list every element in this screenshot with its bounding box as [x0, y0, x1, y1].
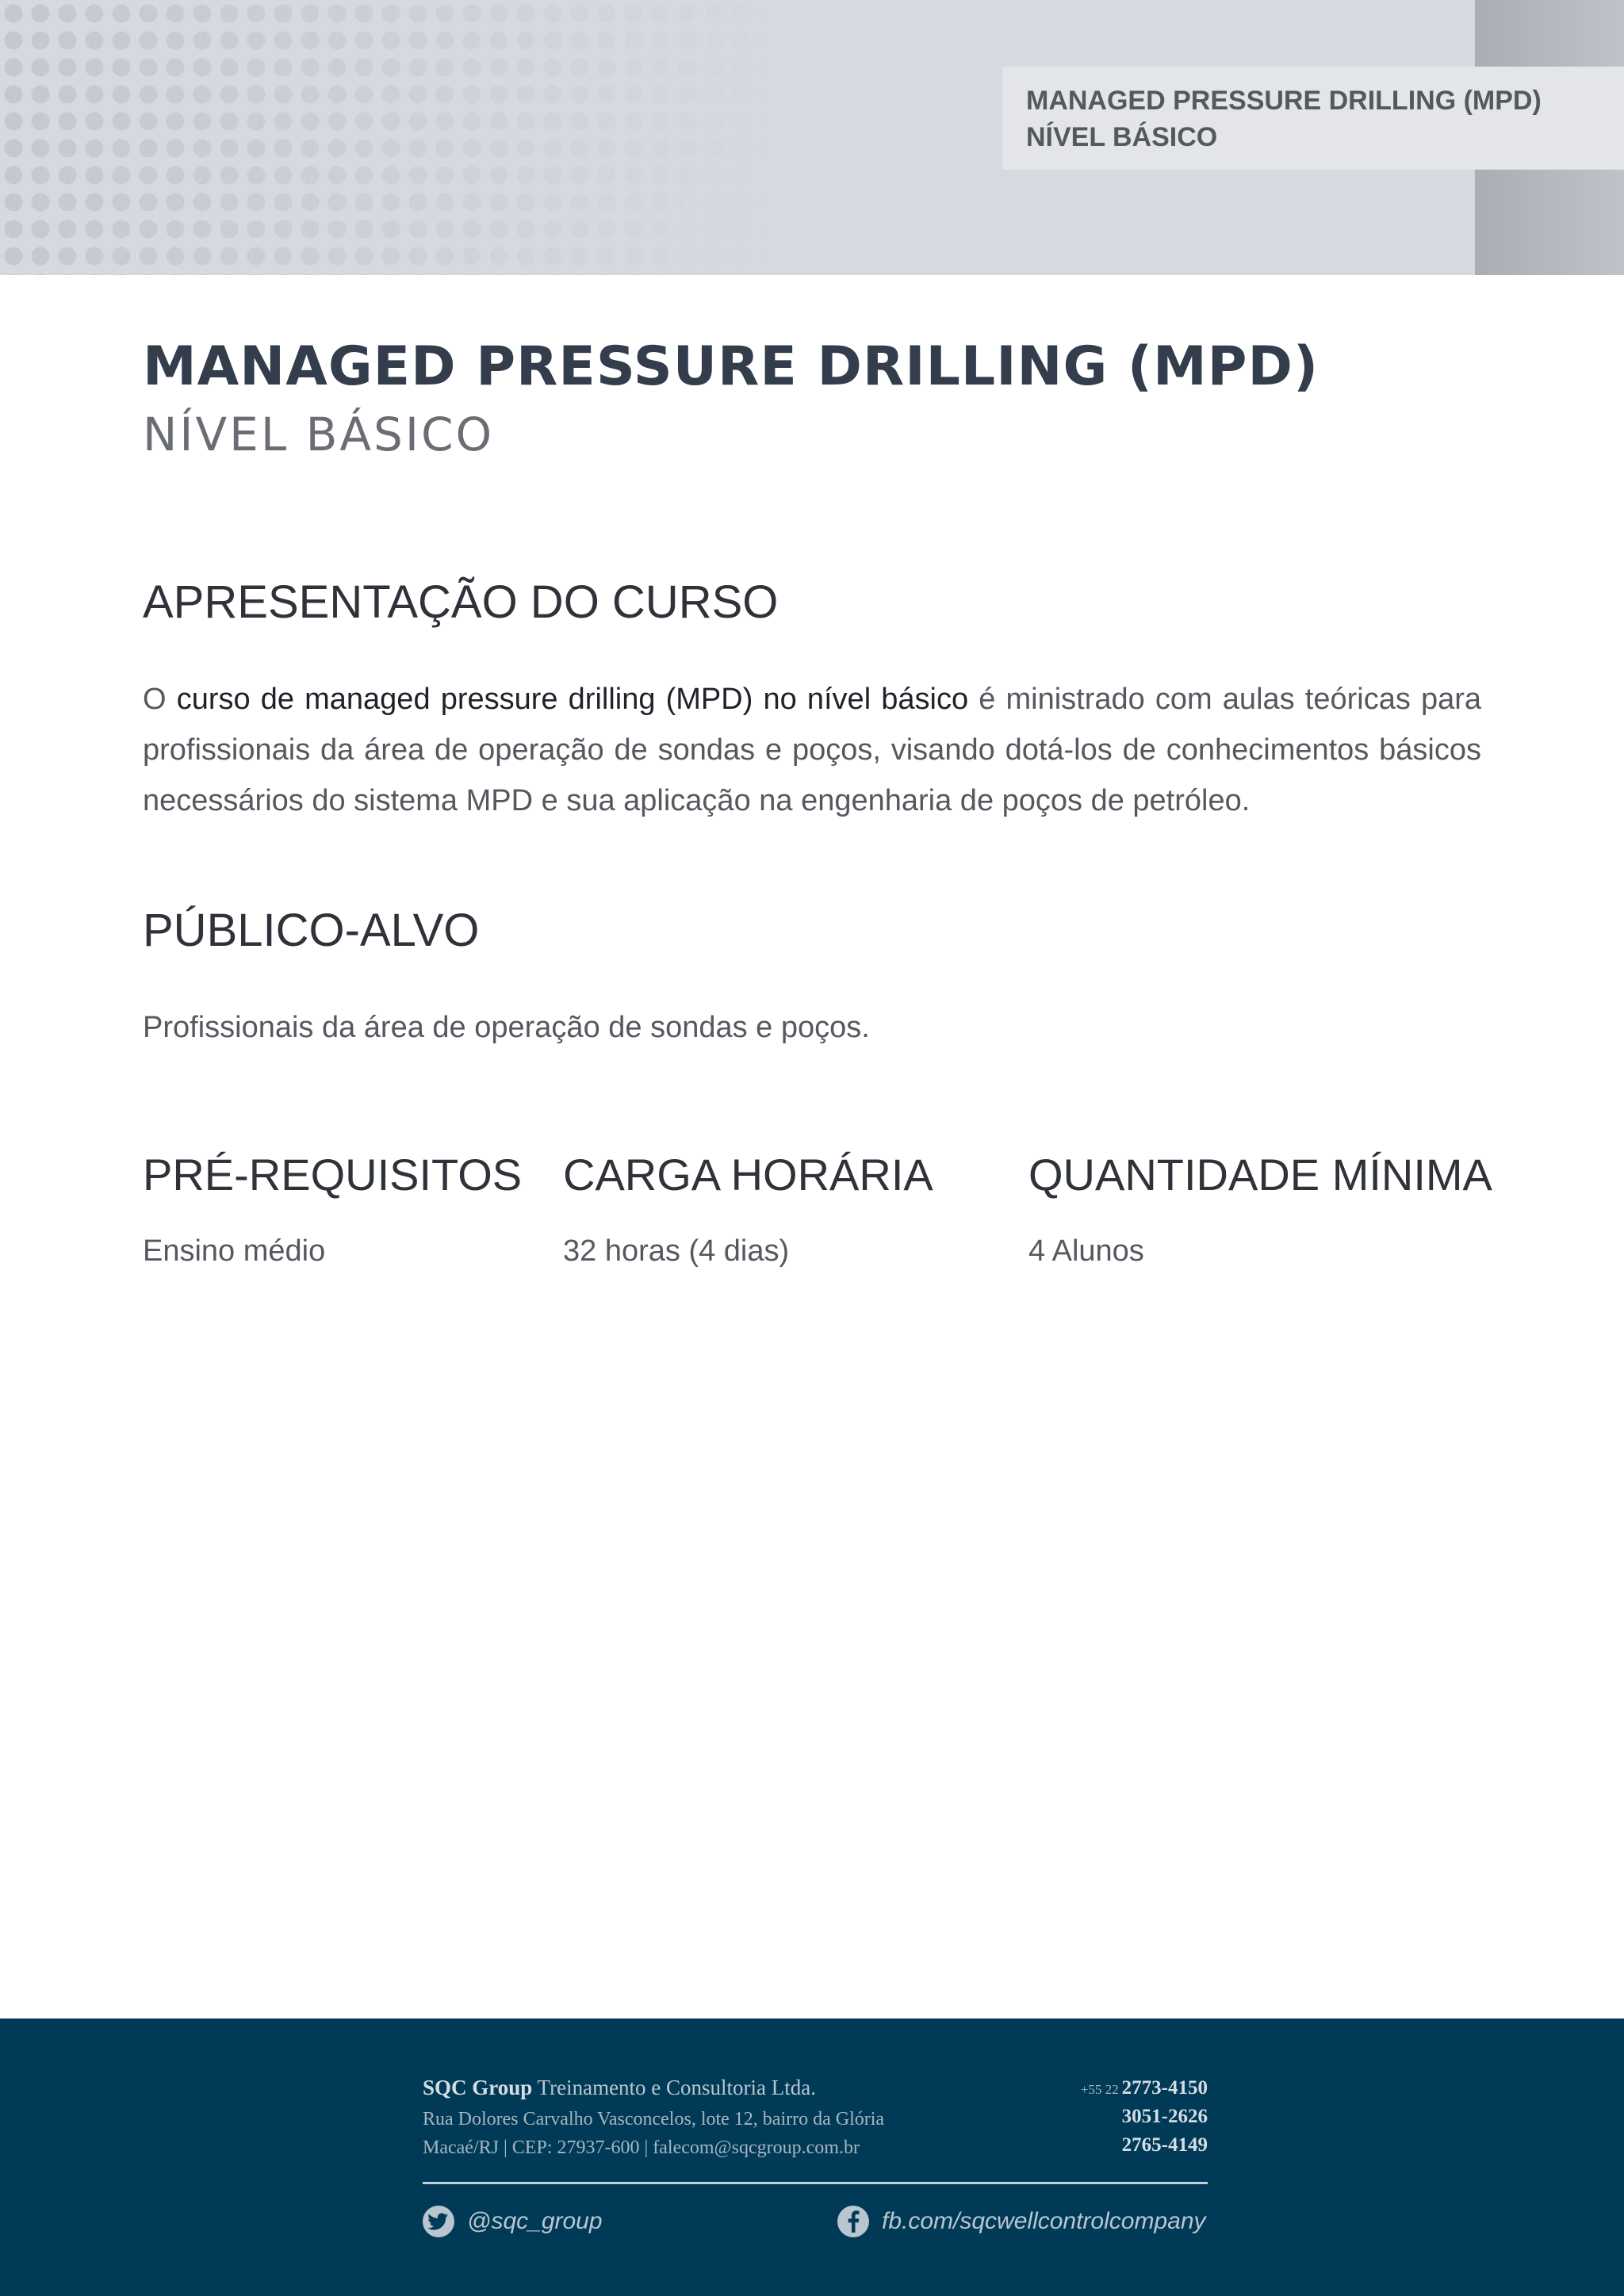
minimum-quantity-heading: QUANTIDADE MÍNIMA	[1028, 1150, 1492, 1200]
footer-company-name	[423, 2076, 816, 2100]
minimum-quantity-value: 4 Alunos	[1028, 1234, 1144, 1268]
footer-phone-3[interactable]: 2765-4149	[1121, 2134, 1208, 2156]
footer-twitter-link[interactable]	[423, 2206, 603, 2237]
header-banner	[0, 0, 1624, 275]
facebook-icon	[837, 2206, 869, 2237]
footer-brand: SQC Group	[423, 2076, 533, 2099]
page-title: MANAGED PRESSURE DRILLING (MPD)	[143, 335, 1320, 398]
presentation-highlight: curso de managed pressure drilling (MPD) no nível básico	[176, 683, 969, 716]
audience-text: Profissionais da área de operação de sondas e poços.	[143, 1011, 870, 1044]
audience-heading: PÚBLICO-ALVO	[143, 905, 480, 956]
header-dot-pattern	[0, 0, 761, 275]
footer-phone-prefix: +55 22	[1080, 2082, 1119, 2097]
footer-address: Rua Dolores Carvalho Vasconcelos, lote 12, bairro da Glória	[423, 2109, 885, 2130]
footer-contact: Macaé/RJ | CEP: 27937-600 | falecom@sqcgroup.com.br	[423, 2137, 860, 2158]
footer-facebook-link[interactable]	[837, 2206, 1206, 2237]
footer-company-rest: Treinamento e Consultoria Ltda.	[532, 2076, 817, 2099]
workload-value: 32 horas (4 dias)	[563, 1234, 790, 1268]
header-course-label	[1002, 67, 1624, 170]
presentation-rest: é ministrado com aulas teóricas para profissionais da área de operação de sondas e poços, visando dotá-los de conhecimentos básicos necessários do sistema MPD e sua aplicação na engenharia de poços de petróleo.	[143, 683, 1481, 817]
page-subtitle: NÍVEL BÁSICO	[143, 408, 495, 461]
footer-phone-1[interactable]	[1081, 2077, 1208, 2099]
workload-column	[563, 1143, 933, 1275]
prerequisites-heading: PRÉ-REQUISITOS	[143, 1150, 523, 1200]
workload-heading: CARGA HORÁRIA	[563, 1150, 933, 1200]
minimum-quantity-column	[1028, 1143, 1492, 1275]
prerequisites-column	[143, 1143, 522, 1275]
header-course-name: MANAGED PRESSURE DRILLING (MPD)	[1026, 86, 1542, 116]
twitter-handle: @sqc_group	[467, 2208, 603, 2234]
presentation-lead: O	[143, 683, 177, 716]
facebook-handle: fb.com/sqcwellcontrolcompany	[882, 2208, 1206, 2234]
presentation-text	[143, 674, 1481, 826]
footer-phone-1-number: 2773-4150	[1121, 2077, 1208, 2099]
footer-phone-2[interactable]: 3051-2626	[1121, 2106, 1208, 2127]
prerequisites-value: Ensino médio	[143, 1234, 326, 1268]
footer	[0, 2019, 1624, 2296]
twitter-icon	[423, 2206, 454, 2237]
header-course-level: NÍVEL BÁSICO	[1026, 122, 1218, 152]
presentation-heading: APRESENTAÇÃO DO CURSO	[143, 576, 779, 628]
footer-divider	[423, 2182, 1208, 2184]
